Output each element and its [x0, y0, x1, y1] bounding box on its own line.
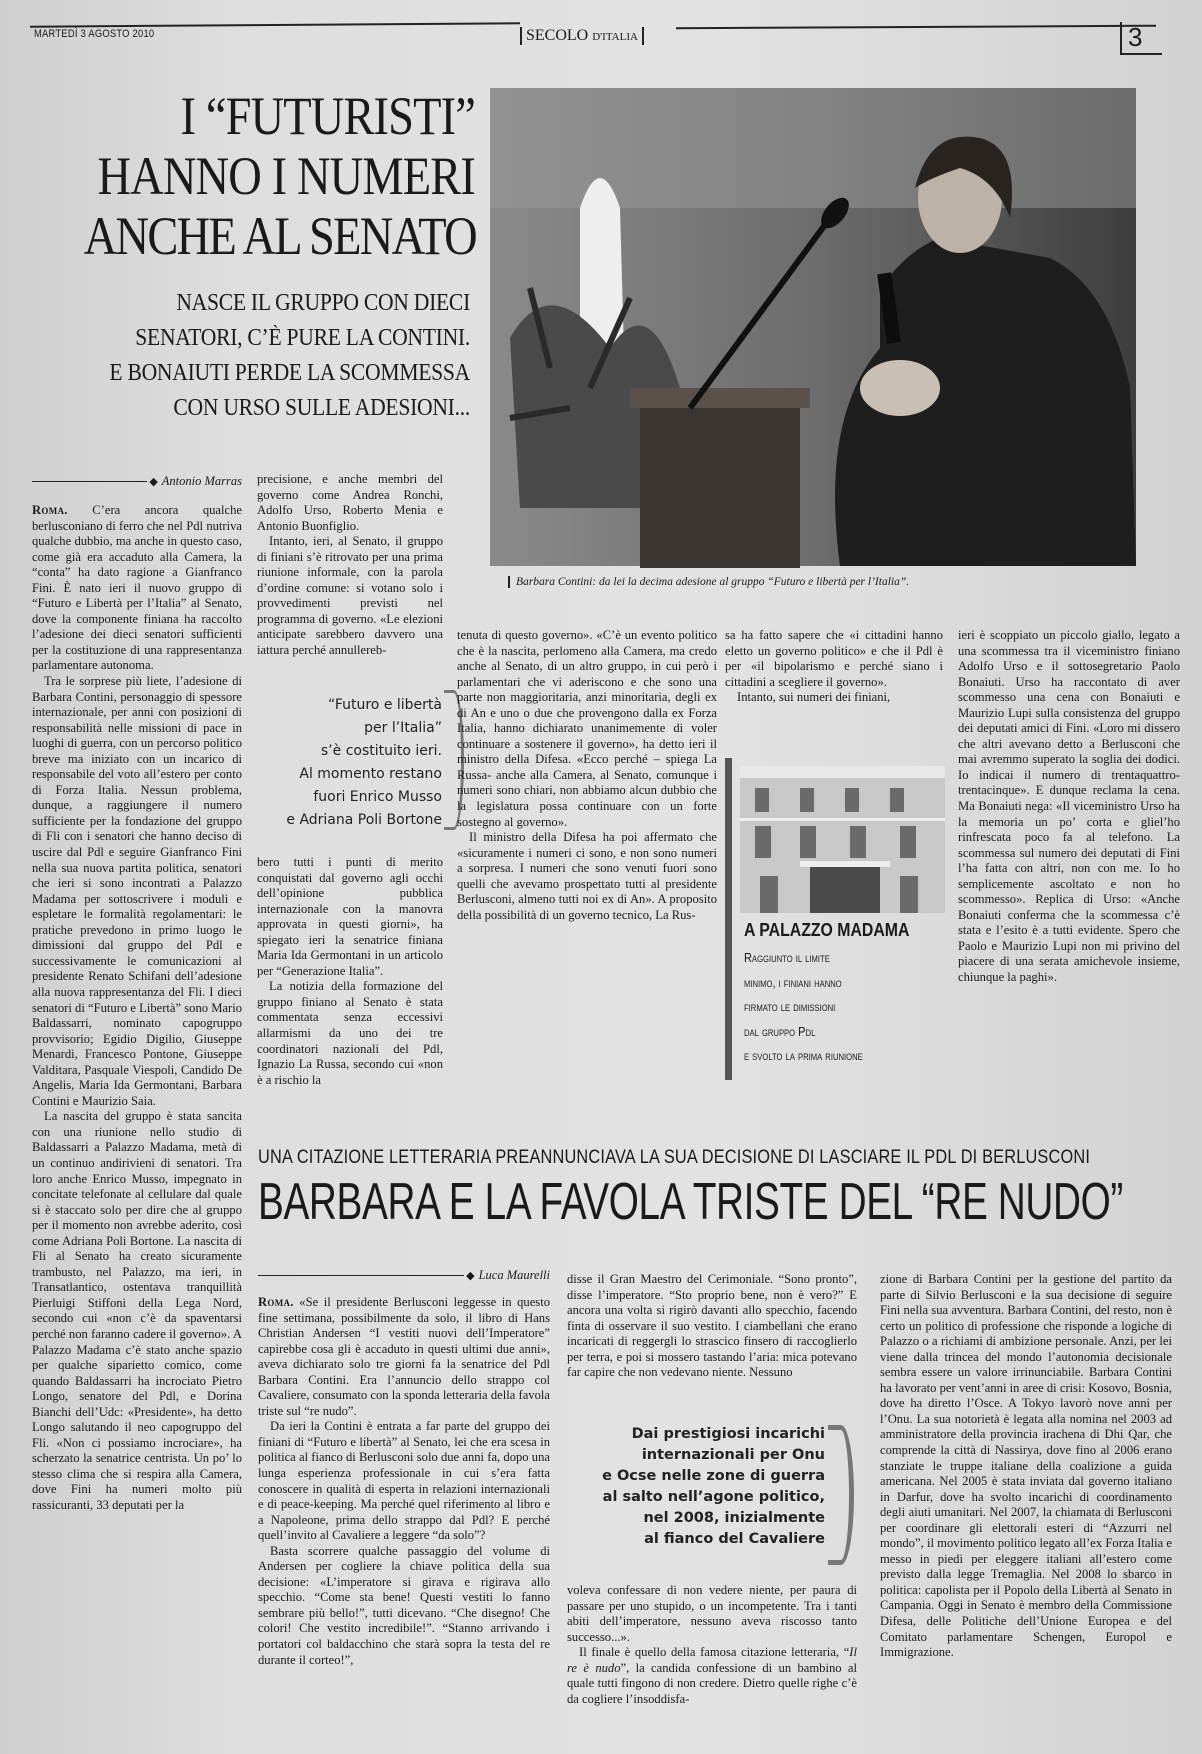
pull-quote-line: per l’Italia” [364, 720, 442, 736]
subheadline-line: NASCE IL GRUPPO CON DIECI [176, 290, 470, 316]
header-rule-right [676, 25, 1156, 30]
author-name: Antonio Marras [161, 474, 242, 488]
paragraph-text: C’era ancora qualche berlusconiano di ferro che nel Pdl nutriva qualche dubbio, ma anche in questo caso, come già era accaduto alla Camera, la “conta” ha dato ragione a Gianfranco Fini. È nato ieri il nuovo gruppo di “Futuro e Libertà per l’Italia” al Senato, dove la componente finiana ha raccolto l’adesione dei dieci senatori sufficienti per la costituzione di una rappresentanza parlamentare autonoma. [32, 503, 243, 673]
sidebar-line: e svolto la prima riunione [744, 1048, 863, 1063]
sidebar-title: A PALAZZO MADAMA [744, 920, 910, 940]
diamond-icon: ◆ [466, 1270, 475, 1282]
article-column-4 [725, 628, 943, 723]
dateline: Roma. [258, 1295, 294, 1309]
paragraph: Intanto, sui numeri dei finiani, [737, 690, 891, 705]
article-column-5 [958, 628, 1180, 1078]
paragraph: voleva confessare di non vedere niente, per paura di passare per uno stupido, o un incompetente. Tra i tanti abiti dell’imperatore, nessuno aveva riscosso tanto successo...». [567, 1583, 857, 1644]
byline-rule [258, 1275, 464, 1276]
photo-caption: Barbara Contini: da lei la decima adesione al gruppo “Futuro e libertà per l’Italia”. [508, 576, 909, 588]
paragraph: La notizia della formazione del gruppo finiano al Senato è stata commentata senza eccessivi allarmismi da uno dei tre coordinatori nazionali del Pdl, Ignazio La Russa, secondo cui «non è a rischio la [257, 979, 443, 1087]
sidebar-line: Raggiunto il limite [744, 950, 830, 965]
pull-quote-line: nel 2008, inizialmente [643, 1510, 825, 1526]
pull-quote-line: al fianco del Cavaliere [644, 1531, 825, 1547]
article2-column-2-top [567, 1272, 857, 1400]
paragraph: disse il Gran Maestro del Cerimoniale. “Sono pronto”, disse l’imperatore. “Sto proprio bene, non è vero?” E ancora una volta si rigirò davanti allo specchio, facendo finta di osservare il suo vestito. I ciambellani che erano incaricati di reggergli lo strascico finsero di raccoglierlo per terra, e poi si mossero tastando l’aria: mica potevano far capire che non vedevano niente. Nessuno [567, 1272, 857, 1380]
masthead [520, 27, 644, 45]
building-image [740, 766, 945, 913]
paragraph [258, 1295, 550, 1419]
paragraph: Tra le sorprese più liete, l’adesione di Barbara Contini, personaggio di spessore internazionale, per anni con posizioni di responsabilità nelle missioni di pace in luoghi di guerra, con un percorso politico breve ma iniziato con un incarico di responsabile del voto all’estero per conto di Forza Italia. Nessun problema, dunque, a raggiungere il numero sufficiente per la fondazione del gruppo di Fli con i senatori che hanno deciso di uscire dal Pdl e seguire Gianfranco Fini nella sua nuova partita politica, senatori che ieri si sono incontrati a Palazzo Madama per sottoscrivere i moduli e espletare le formalità regolamentari: le pratiche prevedono in primo luogo le dimissioni dal gruppo del Pdl e successivamente le comunicazioni al presidente Renato Schifani dell’adesione alla nuova rappresentanza del Fli. I dieci senatori di “Futuro e Libertà” sono Mario Baldassarri, nominato capogruppo provvisorio; Egidio Digilio, Giuseppe Menardi, Francesco Pontone, Giuseppe Valditara, Pasquale Viespoli, Candido De Angelis, Maria Ida Germontani, Barbara Contini e Maurizio Saia. [32, 674, 242, 1108]
paragraph: tenuta di questo governo». «C’è un evento politico che è la nascita, perlomeno alla Camera, ma credo anche al Senato, di un altro gruppo, in cui però i parlamentari che vi aderiscono e che sono una parte non maggioritaria, anzi minoritaria, degli ex di An e uno o due che provengono dalla ex Forza Italia, hanno dichiarato unanimemente di voler continuare a sostenere il governo», ha detto ieri il ministro della Difesa. «Ecco perché – spiega La Russa- anche alla Camera, al Senato, comunque i numeri sono chiari, non abbiamo alcun dubbio che la legislatura possa continuare con un forte sostegno al governo». [457, 628, 717, 829]
paragraph [32, 503, 242, 674]
pull-quote-line: al salto nell’agone politico, [602, 1489, 825, 1505]
pull-quote-line: e Ocse nelle zone di guerra [602, 1468, 825, 1484]
paragraph: sa ha fatto sapere che «i cittadini hanno eletto un governo politico» e che il Pdl è per «il bipolarismo e perché siano i cittadini a scegliere il governo». [725, 628, 943, 689]
pull-quote-line: Al momento restano [299, 766, 442, 782]
pull-quote [262, 694, 442, 832]
pull-quote-line: internazionali per Onu [641, 1447, 825, 1463]
article2-column-3 [880, 1272, 1172, 1737]
paragraph: Intanto, ieri, al Senato, il gruppo di finiani s’è ritrovato per una prima riunione informale, con la parola d’ordine comune: si votano solo i provvedimenti previsti nel programma di governo. «Le elezioni anticipate sarebbero davvero una iattura perché annullereb- [257, 534, 443, 658]
photo-image [490, 88, 1136, 566]
paragraph: bero tutti i punti di merito conquistati dal governo agli occhi dell’opinione pubblica internazionale con la manovra approvata in questi giorni», ha spiegato ieri la senatrice finiana Maria Ida Germontani in un articolo per “Generazione Italia”. [257, 855, 443, 978]
paragraph: precisione, e anche membri del governo come Andrea Ronchi, Adolfo Urso, Roberto Menia e Antonio Buonfiglio. [257, 472, 443, 533]
author-name: Luca Maurelli [478, 1268, 550, 1282]
dateline: Roma. [32, 503, 68, 517]
pull-quote-line: “Futuro e libertà [328, 697, 442, 713]
diamond-icon: ◆ [149, 476, 158, 488]
paragraph: Da ieri la Contini è entrata a far parte del gruppo dei finiani di “Futuro e libertà” al Senato, lei che era scesa in politica al fianco di Berlusconi solo due anni fa, dopo una lunga esperienza professionale in cui s’era fatta conoscere in qualità di esperta in relazioni internazionali e di peace-keeping. Ma perché quel riferimento al libro e a Napoleone, prima dello strappo dal Pdl? E perché quell’invito al Cavaliere a leggere “da solo”? [258, 1419, 550, 1543]
article-column-1 [32, 503, 242, 1733]
pull-quote-bracket [828, 1425, 854, 1565]
pull-quote-line: Dai prestigiosi incarichi [631, 1426, 825, 1442]
article-column-2-bottom [257, 855, 443, 1087]
article-column-3 [457, 628, 717, 1078]
paragraph: Basta scorrere qualche passaggio del volume di Andersen per cogliere la chiave politica della sua decisione: «L’imperatore si girava e rigirava allo specchio. “Come sta bene! Questi vestiti lo fanno sembrare più bello!”, tutti dicevano. “Che disegno! Che colori! Che vestito incredibile!”. “Stanno arrivando i portatori col baldacchino che starà sopra la testa del re durante il corteo!”, [258, 1543, 550, 1667]
photo-barbara-contini [490, 88, 1136, 566]
issue-date: MARTEDÌ 3 AGOSTO 2010 [34, 28, 155, 40]
page-number: 3 [1120, 22, 1162, 55]
subheadline-line: SENATORI, C’È PURE LA CONTINI. [135, 325, 470, 351]
paragraph-text: «Se il presidente Berlusconi leggesse in questo fine settimana, possibilmente da solo, il libro di Hans Christian Andersen “I vestiti nuovi dell’Imperatore” capirebbe cosa gli è accaduto in questi ultimi due anni», aveva dichiarato solo tre giorni fa la senatrice del Pdl Barbara Contini. Era l’annuncio dello strappo col Cavaliere, consumato con la sponda letteraria della favola triste sul “re nudo”. [258, 1295, 550, 1418]
paragraph: La nascita del gruppo è stata sancita con una riunione nello studio di Baldassarri a Palazzo Madama, metà di un continuo andirivieni di senatori. Tra loro anche Enrico Musso, impegnato in concitate telefonate al cellulare dal quale si è staccato solo per dire che al gruppo per il momento non avrebbe aderito, così come Adriana Poli Bortone. La nascita di Fli al Senato ha creato sicuramente trambusto, nel Palazzo, ma ieri, in Transatlantico, ostentava tranquillità Pierluigi Stiffoni della Lega Nord, secondo cui «non c’è da spaventarsi perché non faranno cadere il governo». A Palazzo Madama c’è stato anche spazio per qualche siparietto comico, come quando Baldassarri ha incrociato Pietro Longo, senatore del Pdl, e Dorina Bianchi dell’Udc: «Presidente», ha detto Longo salutando il neo capogruppo del Fli. «Non ci possiamo incrociare», ha scherzato la senatrice centrista. Un po’ lo stesso clima che si respira alla Camera, dove Fini ha numeri molto più rassicuranti, 33 deputati per la [32, 1109, 242, 1512]
sidebar-line: firmato le dimissioni [744, 999, 836, 1014]
article2-column-2-bottom [567, 1583, 857, 1723]
byline-rule [32, 481, 147, 482]
pull-quote-line: fuori Enrico Musso [313, 789, 442, 805]
article-column-2-top [257, 472, 443, 668]
byline [258, 1268, 550, 1283]
article2-kicker: UNA CITAZIONE LETTERARIA PREANNUNCIAVA LA SUA DECISIONE DI LASCIARE IL PDL DI BERLUSCONI [258, 1147, 1091, 1168]
subheadline-line: E BONAIUTI PERDE LA SCOMMESSA [109, 360, 470, 386]
pull-quote [600, 1424, 825, 1550]
sidebar-box [725, 758, 947, 1080]
byline [32, 474, 242, 489]
headline-line: HANNO I NUMERI [97, 146, 476, 206]
subheadline [20, 286, 470, 426]
headline-line: ANCHE AL SENATO [83, 206, 476, 266]
palazzo-madama-photo [740, 766, 945, 913]
sidebar-line: dal gruppo Pdl [744, 1023, 816, 1039]
paragraph: zione di Barbara Contini per la gestione del partito da parte di Silvio Berlusconi e la sua decisione di seguire Fini nella sua avventura. Barbara Contini, del resto, non è certo un politico di professione che risponde a logiche di Palazzo o a richiami di ambizione personale. Anzi, per lei viene dalla trincea del mondo l’autonomia decisionale sembra essere un valore irrinunciabile. Barbara Contini ha lavorato per vent’anni in aree di crisi: Kosovo, Bosnia, dove ha diretto l’Osce. A Tokyo lavorò nove anni per l’Onu. La sua notorietà è legata alla nomina nel 2003 ad amministratore della provincia irachena di Dhi Qar, che comprende la città di Nassirya, dove fino al 2006 erano stanziate le truppe italiane della coalizione a guida americana. Nel 2005 è stata inviata dal governo italiano in Darfur, dove ha svolto incarichi di coordinamento degli aiuti umanitari. Nel 2007, la chiamata di Berlusconi per coordinare gli elettorali esteri di “Azzurri nel mondo”, il movimento politico legato all’ex Forza Italia e messo in piedi per eleggere italiani all’estero come previsto dalla legge Tremaglia. Nel 2008 lo sbarco in politica: capolista per il Popolo della Libertà al Senato in Campania. Oggi in Senato è membro della Commissione Difesa, delle Politiche dell’Unione Europea e del Comitato parlamentare Schengen, Europol e Immigrazione. [880, 1272, 1172, 1660]
pull-quote-line: s’è costituito ieri. [320, 743, 442, 759]
quote-italic: Il re è nudo [567, 1645, 857, 1675]
paragraph: ieri è scoppiato un piccolo giallo, legato a una scommessa tra il viceministro finiano Adolfo Urso e il sottosegretario Paolo Bonaiuti. Urso ha raccontato di aver scommesso una cena con Bonaiuti e Maurizio Lupi sulla consistenza del gruppo dei deputati amici di Fini. «Loro mi dissero che altri avevano detto a Berlusconi che mai avremmo superato la soglia dei dodici. Io indicai il numero di trentaquattro-trentacinque». E dunque reclama la cena. Ma Bonaiuti nega: «Il viceministro Urso ha la memoria un po’ corta e gliel’ho rinfrescata poco fa al telefono. La scommessa sul numero dei deputati di Fini l’ha fatta con altri, non con me. Io ho semplicemente ascoltato e non ho scommesso». Replica di Urso: «Anche Bonaiuti conferma che la scommessa c’è stata e l’esito è a tutti evidente. Spero che Paolo e Maurizio Lupi non mi privino del piacere di una serata amichevole insieme, chiunque la paghi». [958, 628, 1180, 985]
headline [20, 86, 475, 266]
sidebar-text [744, 946, 863, 1069]
masthead-name: SECOLO [526, 27, 589, 44]
pull-quote-line: e Adriana Poli Bortone [286, 812, 442, 828]
article2-title: BARBARA E LA FAVOLA TRISTE DEL “RE NUDO” [258, 1173, 1123, 1231]
article2-column-1 [258, 1295, 550, 1735]
headline-line: I “FUTURISTI” [180, 86, 475, 146]
paragraph: Il ministro della Difesa ha poi affermato che «sicuramente i numeri ci sono, e non sono numeri a sorpresa. I numeri che sono venuti fuori sono quelli che avevamo prospettato tutti al presidente Berlusconi, almeno tutti noi ex di An». A proposito della possibilità di un governo tecnico, La Rus- [457, 830, 717, 922]
sidebar-line: minimo, i finiani hanno [744, 974, 842, 990]
paragraph [567, 1645, 857, 1707]
header-rule-left [30, 22, 520, 27]
paragraph-text: ”, la candida confessione di un bambino al quale tutti fingono di non credere. Dietro quelle righe c’è da cogliere l’insoddisfa- [567, 1660, 857, 1706]
masthead-small: D'ITALIA [592, 31, 638, 43]
paragraph-text: Il finale è quello della famosa citazione letteraria, “ [579, 1645, 850, 1660]
subheadline-line: CON URSO SULLE ADESIONI... [173, 395, 470, 421]
